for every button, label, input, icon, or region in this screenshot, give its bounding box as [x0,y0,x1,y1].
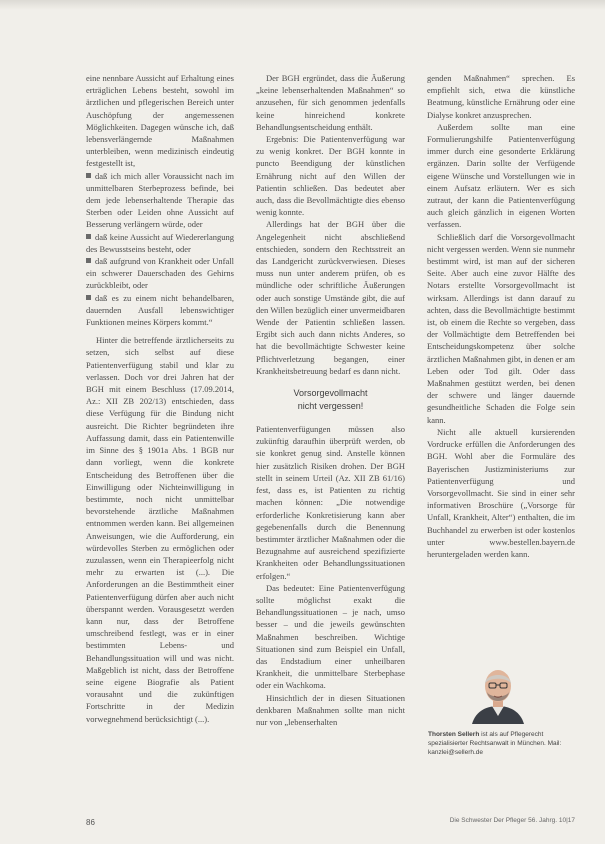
page-number: 86 [86,818,95,827]
bullet-text: daß keine Aussicht auf Wiedererlangung des Bewusstseins besteht, oder [86,231,234,254]
bullet-item-1 [86,170,234,231]
col3-paragraph-3: Schließlich darf die Vorsorgevollmacht nicht vergessen werden. Wenn sie nunmehr bestimmt wird, ist man auf der sicheren Seite. Aber auch eine zuvor Hälfte des Notars erstellte Vorsorgevollmacht ist wirksam. Allerdings ist dann darauf zu achten, dass die Bevollmächtigte bestimmt ist, ob einem die Rechte so vergeben, dass der Vollmächtigte dem Betreffenden bei Entscheidungskompetenz über solche ärztlichen Maßnahmen gibt, in denen er am Leben oder Tod gilt. Oder dass Maßnahmen gestützt werden, bei denen der schwere und länger dauernde gesundheitliche Schaden die Folge sein kann. [427,231,575,425]
col3-paragraph-2: Außerdem sollte man eine Formulierungshilfe Patientenverfügung immer durch eine gesonderte Erklärung ergänzen. Darin sollte der Verfügende eigene Wünsche und Vorstellungen wie in einem Aufsatz erläutern. Wer es sich zutraut, der kann die Patientenverfügung auch gleich gänzlich in eigenen Worten verfassen. [427,121,575,230]
bullet-text: daß ich mich aller Voraussicht nach im unmittelbaren Sterbeprozess befinde, bei dem jede lebenserhaltende Therapie das Sterben oder Leiden ohne Aussicht auf Besserung verlängern würde, oder [86,170,234,230]
square-bullet-icon [86,234,91,239]
bullet-item-4 [86,292,234,329]
col3-paragraph-1: genden Maßnahmen“ sprechen. Es empfiehlt sich, etwa die künstliche Beatmung, künstliche Ernährung oder eine Dialyse konkret anzusprechen. [427,73,575,120]
col2-paragraph-1: Der BGH ergründet, dass die Äußerung „keine lebenserhaltenden Maßnahmen“ so anzusehen, für sich genommen jedenfalls keine hinreichend konkrete Behandlungsentscheidung enthält. [256,73,405,132]
publication-footer: Die Schwester Der Pfleger 56. Jahrg. 10|17 [449,817,575,824]
bullet-item-3 [86,255,234,292]
col2-paragraph-5: Das bedeutet: Eine Patientenverfügung sollte möglichst exakt die Behandlungssituationen – je nach, umso besser – und die jeweils gewünschten Maßnahmen beschreiben. Wichtige Situationen sind zum Beispiel ein Unfall, das Endstadium einer unheilbaren Krankheit, die unmittelbare Sterbephase oder ein Wachkoma. [256,582,405,691]
col2-paragraph-3: Allerdings hat der BGH über die Angelegenheit nicht abschließend entschieden, sondern den Rechtsstreit an das Landgericht zurückverwiesen. Dieses muss nun unter anderem prüfen, ob es mündliche oder schriftliche Äußerungen oder auch sonstige Umstände gibt, die auf den Willen bezüglich einer unvermeidbaren Wende der Patientin schließen lassen. Ergibt sich auch dann nichts Anderes, so hat die bevollmächtigte Schwester keine Pflichtverletzung begangen, einer Krankheitsbetreuung bedarf es dann nicht. [256,219,405,376]
square-bullet-icon [86,258,91,263]
bullet-item-2 [86,231,234,255]
col2-paragraph-6: Hinsichtlich der in diesen Situationen denkbaren Maßnahmen sollte man nicht nur von „lebenserhalten [256,692,405,727]
section-subheading [256,387,405,413]
col1-paragraph-2: Hinter die betreffende ärztlicherseits zu setzen, sich selbst auf diese Patientenverfügung stabil und klar zu verlassen. Doch vor drei Jahren hat der BGH mit einem Beschluss (17.09.2014, Az.: XII ZB 202/13) entschieden, dass diese Verfügung für die Bindung nicht ausreicht. Die Richter begründeten ihre Auffassung damit, dass ein Patientenwille im Sinne des § 1901a Abs. 1 BGB nur dann vorliegt, wenn die konkrete Entscheidung des Betroffenen über die Einwilligung oder Nichteinwilligung in bestimmte, noch nicht unmittelbar bevorstehende ärztliche Maßnahmen entnommen werden kann. Bei allgemeinen Anweisungen, wie die Aufforderung, ein würdevolles Sterben zu ermöglichen oder zuzulassen, wenn ein Therapieerfolg nicht mehr zu erwarten ist (...). Die Anforderungen an die Bestimmtheit einer Patientenverfügung dürfen aber auch nicht überspannt werden. Vorausgesetzt werden kann nur, dass der Betroffene umschreibend festlegt, was er in einer bestimmten Lebens- und Behandlungssituation will und was nicht. Maßgeblich ist nicht, dass der Betroffene seine eigene Biografie als Patient vorausahnt und die zukünftigen Fortschritte in der Medizin vorwegnehmend berücksichtigt (...). [86,335,234,724]
subheading-line-2: nicht vergessen! [297,401,364,412]
column-3 [427,72,575,560]
column-1 [86,72,234,725]
author-name: Thorsten Sellerh [428,731,480,738]
author-portrait [466,660,530,724]
square-bullet-icon [86,173,91,178]
col3-paragraph-4: Nicht alle aktuell kursierenden Vordrucke erfüllen die Anforderungen des BGH. Wohl aber die Formuläre des Bayerischen Justizministeriums zur Patientenverfügung und Vorsorgevollmacht. Sie sind in einer sehr informativen Broschüre („Vorsorge für Unfall, Krankheit, Alter“) enthalten, die im Buchhandel zu erwerben ist oder kostenlos unter www.bestellen.bayern.de heruntergeladen werden kann. [427,426,575,559]
square-bullet-icon [86,295,91,300]
column-2 [256,72,405,728]
author-description: ist als auf Pflegerecht spezialisierter Rechtsanwalt in München. Mail: kanzlei@sellerh.de [428,731,562,756]
subheading-line-1: Vorsorgevollmacht [293,388,368,399]
page-edge [0,0,605,10]
col1-intro: eine nennbare Aussicht auf Erhaltung eines erträglichen Lebens besteht, sowohl im ärztlichen und pflegerischen Bereich unter Auschöpfung der angemessenen Möglichkeiten. Dagegen wünsche ich, daß lebensverlängernde Maßnahmen unterbleiben, wenn medizinisch eindeutig festgestellt ist, [86,73,234,169]
bullet-text: daß es zu einem nicht behandelbaren, dauernden Ausfall lebenswichtiger Funktionen meines Körpers kommt.“ [86,292,234,328]
col2-paragraph-2: Ergebnis: Die Patientenverfügung war zu wenig konkret. Der BGH konnte in puncto Beendigung der künstlichen Ernährung nicht auf den Willen der Patientin schließen. Das bedeutet aber auch, dass die Bevollmächtigte dies ebenso wenig konnte. [256,134,405,218]
col2-paragraph-4: Patientenverfügungen müssen also zukünftig daraufhin überprüft werden, ob sie konkret genug sind. Anstelle können hier zusätzlich Risiken drohen. Der BGH stellt in seinem Urteil (Az. XII ZB 61/16) fest, dass es, ist Patienten zu richtig machen können: „Die notwendige erforderliche Konkretisierung kann aber gegebenenfalls durch die Benennung bestimmter ärztlicher Maßnahmen oder die Bezugnahme auf ausreichend spezifizierte Krankheiten oder Behandlungssituationen erfolgen.“ [256,424,405,581]
author-caption [428,730,578,757]
bullet-text: daß aufgrund von Krankheit oder Unfall ein schwerer Dauerschaden des Gehirns zurückbleibt, oder [86,256,234,291]
